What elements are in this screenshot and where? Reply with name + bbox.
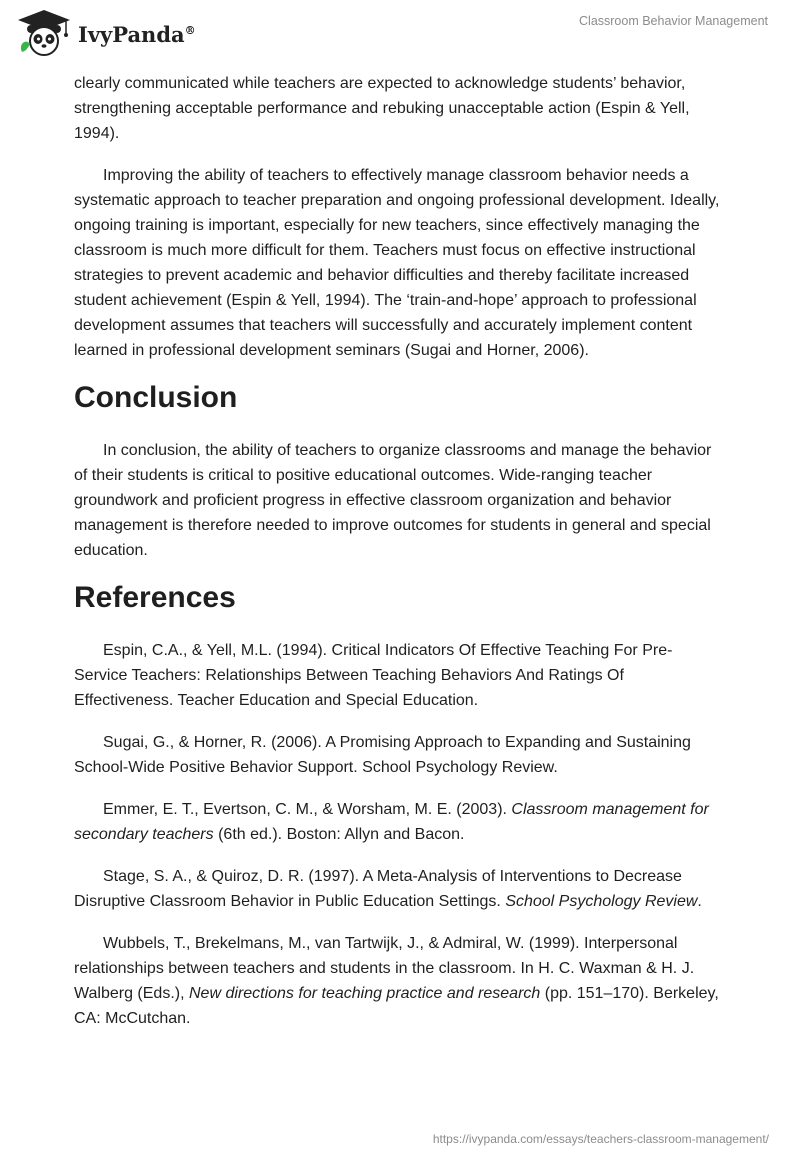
panda-graduation-cap-icon bbox=[14, 8, 74, 58]
reference-item: Espin, C.A., & Yell, M.L. (1994). Critical Indicators Of Effective Teaching For Pre-Service Teachers: Relationships Between Teaching Behaviors And Ratings Of Effectiveness. Teacher Education and Special Education. bbox=[74, 642, 673, 709]
conclusion-heading: Conclusion bbox=[74, 381, 238, 414]
conclusion-paragraph: In conclusion, the ability of teachers to organize classrooms and manage the behavior of their students is critical to positive educational outcomes. Wide-ranging teacher groundwork and proficient progress in effective classroom organization and behavior management is therefore needed to improve outcomes for students in general and special education. bbox=[74, 442, 712, 559]
reference-item: Sugai, G., & Horner, R. (2006). A Promising Approach to Expanding and Sustaining School-Wide Positive Behavior Support. School Psychology Review. bbox=[74, 734, 691, 776]
essay-content bbox=[74, 71, 724, 1048]
document-title: Classroom Behavior Management bbox=[579, 14, 768, 28]
brand-name: IvyPanda® bbox=[78, 21, 196, 47]
registered-mark: ® bbox=[184, 23, 196, 37]
source-url-link[interactable]: https://ivypanda.com/essays/teachers-classroom-management/ bbox=[432, 1132, 769, 1146]
page-header bbox=[0, 0, 800, 66]
reference-item: Emmer, E. T., Evertson, C. M., & Worsham, M. E. (2003). Classroom management for secondary teachers (6th ed.). Boston: Allyn and Bacon. bbox=[74, 801, 709, 843]
paragraph-continued: clearly communicated while teachers are expected to acknowledge students’ behavior, strengthening acceptable performance and rebuking unacceptable action (Espin & Yell, 1994). bbox=[74, 75, 690, 142]
reference-item: Wubbels, T., Brekelmans, M., van Tartwijk, J., & Admiral, W. (1999). Interpersonal relationships between teachers and students in the classroom. In H. C. Waxman & H. J. Walberg (Eds.), New directions for teaching practice and research (pp. 151–170). Berkeley, CA: McCutchan. bbox=[74, 935, 719, 1027]
reference-item: Stage, S. A., & Quiroz, D. R. (1997). A Meta-Analysis of Interventions to Decrease Disruptive Classroom Behavior in Public Education Settings. School Psychology Review. bbox=[74, 868, 702, 910]
paragraph-improving: Improving the ability of teachers to effectively manage classroom behavior needs a systematic approach to teacher preparation and ongoing professional development. Ideally, ongoing training is important, especially for new teachers, since effectively managing the classroom is much more difficult for them. Teachers must focus on effective instructional strategies to prevent academic and behavior difficulties and thereby facilitate increased student achievement (Espin & Yell, 1994). The ‘train-and-hope’ approach to professional development assumes that teachers will successfully and accurately implement content learned in professional development seminars (Sugai and Horner, 2006). bbox=[74, 167, 720, 359]
ivypanda-logo[interactable] bbox=[14, 8, 196, 58]
references-heading: References bbox=[74, 581, 236, 614]
